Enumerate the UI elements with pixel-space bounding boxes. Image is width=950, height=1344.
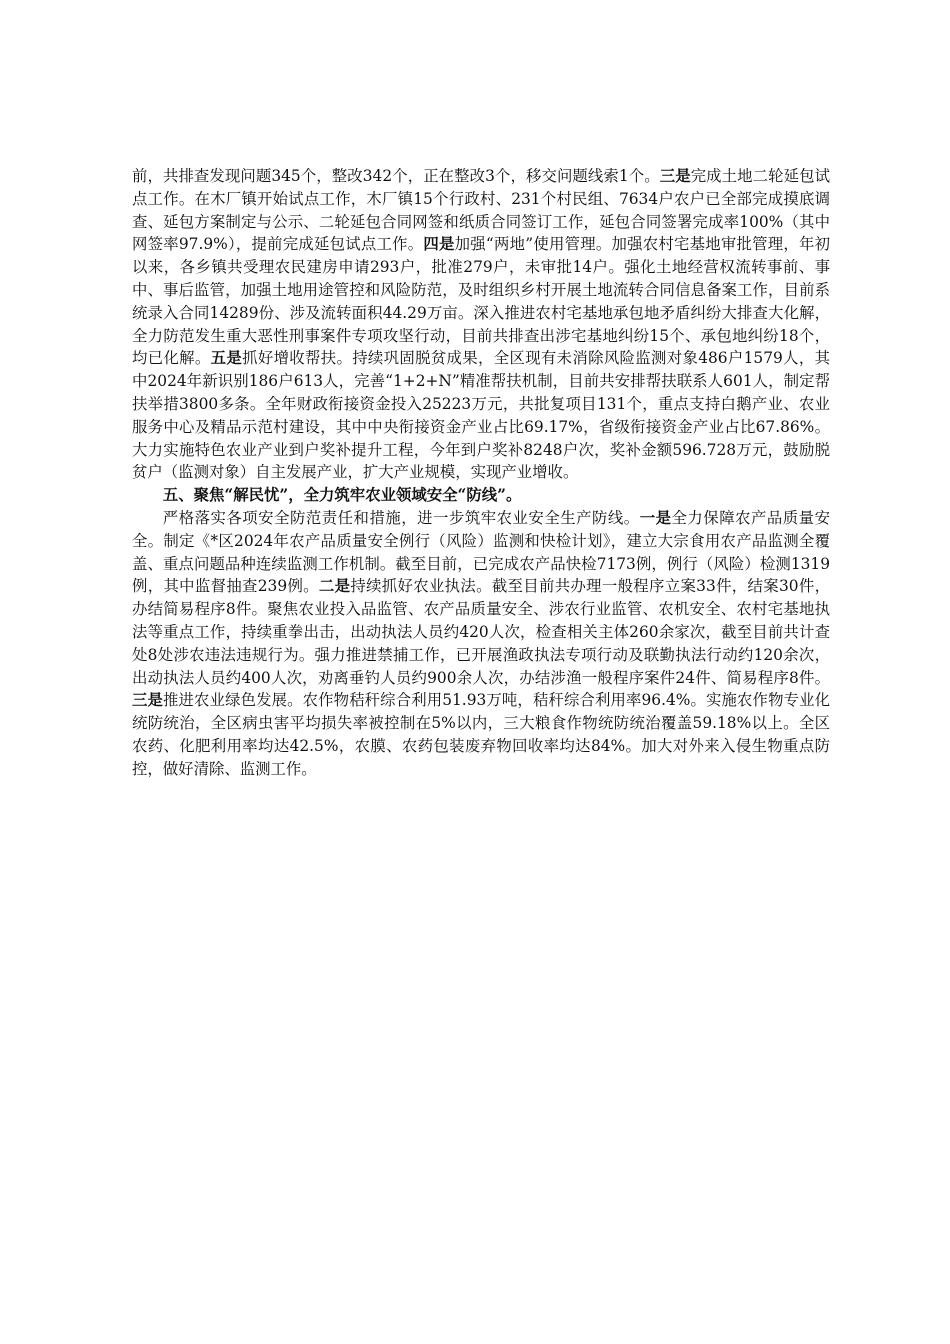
document-body [132,165,830,781]
section-heading: 五、聚焦“解民忧”，全力筑牢农业领域安全“防线”。 [162,486,522,505]
bold-marker: 一是 [639,508,672,527]
paragraph-text: 前，共排查发现问题345个，整改342个，正在整改3个，移交问题线索1个。 [132,167,660,185]
bold-marker: 四是 [423,235,455,254]
bold-marker: 三是 [659,167,691,185]
paragraph-text: 持续抓好农业执法。截至目前共办理一般程序立案33件，结案30件，办结简易程序8件。聚焦农业投入品监管、农产品质量安全、涉农行业监管、农机安全、农村宅基地执法等重点工作，持续重拳出击，出动执法人员约420人次，检查相关主体260余家次，截至目前共计查处8处涉农违法违规行为。强力推进禁捕工作，已开展渔政执法专项行动及联勤执法行动约120余次，出动执法人员约400人次，劝离垂钓人员约900余人次，办结涉渔一般程序案件24件、简易程序8件。 [132,577,830,687]
bold-marker: 二是 [318,577,351,596]
paragraph-text: 全力保障农产品质量安全。制定《*区2024年农产品质量安全例行（风险）监测和快检计划》，建立大宗食用农产品监测全覆盖、重点问题品种连续监测工作机制。截至目前，已完成农产品快检7173例，例行（风险）检测1319例，其中监督抽查239例。 [132,508,830,596]
paragraph-text: 完成土地二轮延包试点工作。在木厂镇开始试点工作，木厂镇15个行政村、231个村民组、7634户农户已全部完成摸底调查、延包方案制定与公示、二轮延包合同网签和纸质合同签订工作，延包合同签署完成率100%（其中网签率97.9%），提前完成延包试点工作。 [132,167,830,254]
bold-marker: 三是 [132,691,164,710]
paragraph-text: 抓好增收帮扶。持续巩固脱贫成果，全区现有未消除风险监测对象486户1579人，其中2024年新识别186户613人，完善“1+2+N”精准帮扶机制，目前共安排帮扶联系人601人，制定帮扶举措3800多条。全年财政衔接资金投入25223万元，共批复项目131个，重点支持白鹅产业、农业服务中心及精品示范村建设，其中中央衔接资金产业占比69.17%，省级衔接资金产业占比67.86%。大力实施特色农业产业到户奖补提升工程，今年到户奖补8248户次，奖补金额596.728万元，鼓励脱贫户（监测对象）自主发展产业，扩大产业规模，实现产业增收。 [132,349,830,482]
bold-marker: 五是 [210,349,243,368]
paragraph-text: 加强“两地”使用管理。加强农村宅基地审批管理，年初以来，各乡镇共受理农民建房申请293户，批准279户，未审批14户。强化土地经营权流转事前、事中、事后监管，加强土地用途管控和风险防范，及时组织乡村开展土地流转合同信息备案工作，目前系统录入合同14289份、涉及流转面积44.29万亩。深入推进农村宅基地承包地矛盾纠纷大排查大化解，全力防范发生重大恶性刑事案件专项攻坚行动，目前共排查出涉宅基地纠纷15个、承包地纠纷18个，均已化解。 [132,235,830,368]
paragraph-text: 严格落实各项安全防范责任和措施，进一步筑牢农业安全生产防线。 [162,508,640,527]
paragraph-continuation [132,165,830,484]
paragraph-safety [132,507,830,781]
paragraph-text: 推进农业绿色发展。农作物秸秆综合利用51.93万吨，秸秆综合利用率96.4%。实施农作物专业化统防统治，全区病虫害平均损失率被控制在5%以内，三大粮食作物统防统治覆盖59.18%以上。全区农药、化肥利用率均达42.5%，农膜、农药包装废弃物回收率均达84%。加大对外来入侵生物重点防控，做好清除、监测工作。 [132,691,830,778]
